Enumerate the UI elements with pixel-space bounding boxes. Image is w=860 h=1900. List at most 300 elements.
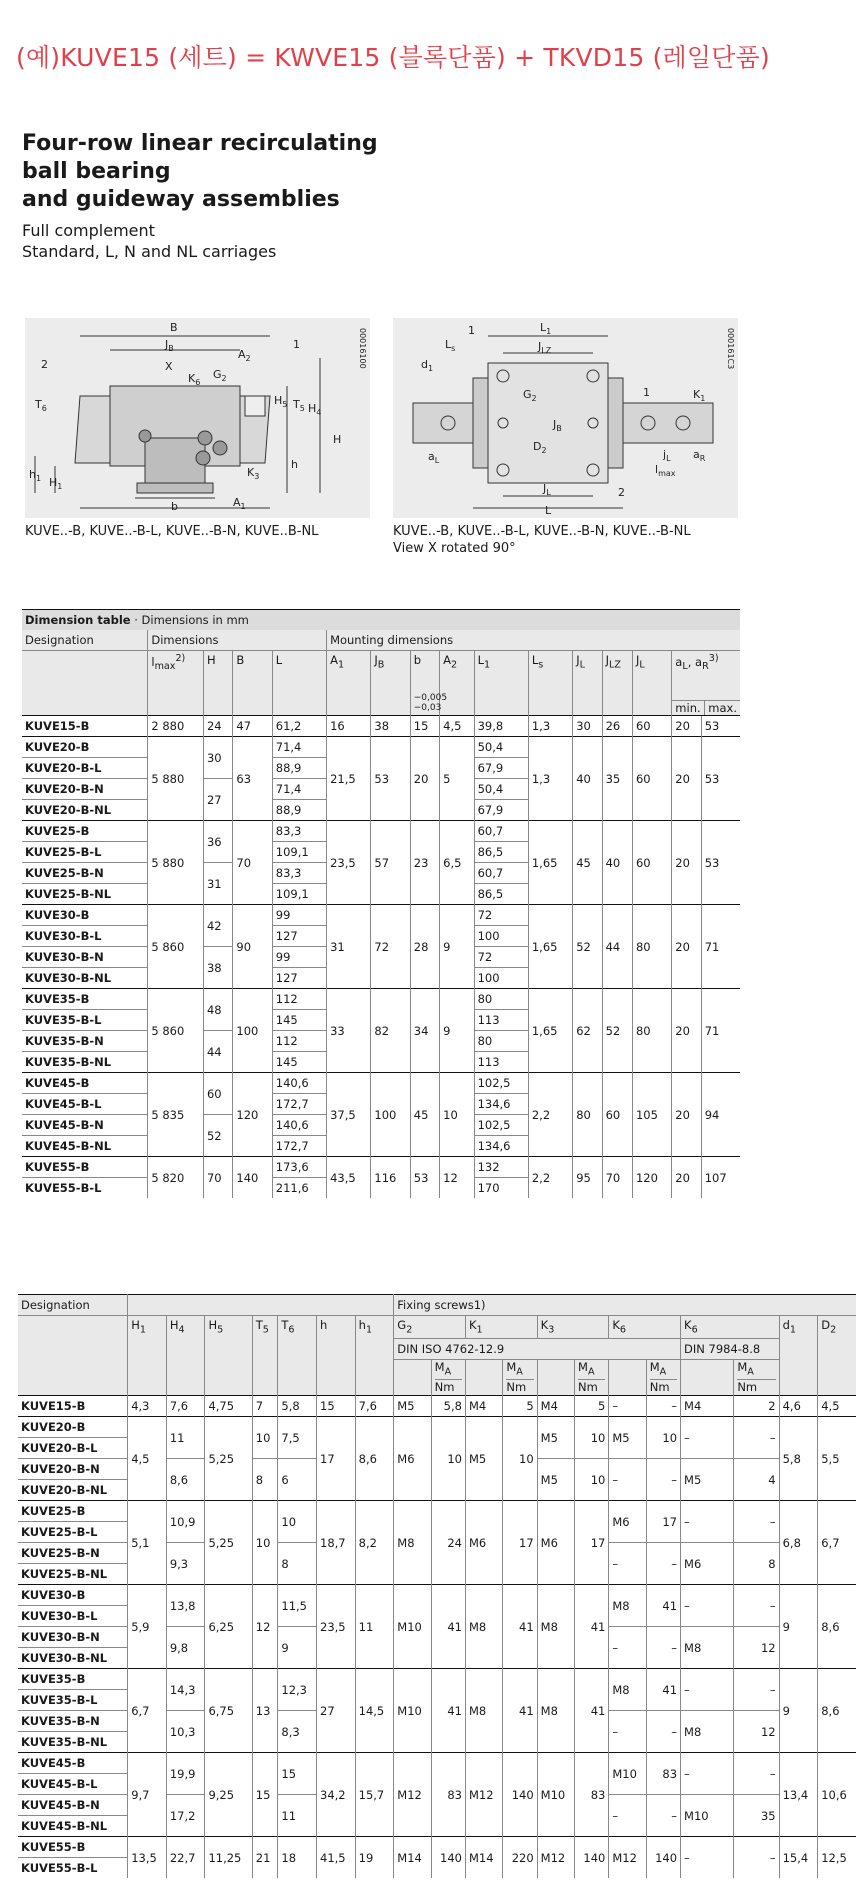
col-header: $K_6$	[681, 1316, 780, 1339]
fixing-screws-header: Fixing screws1)	[394, 1295, 856, 1316]
cell-H5: 6,75	[205, 1669, 252, 1753]
col-header: $K_1$	[465, 1316, 537, 1339]
cell-G2: M6	[394, 1417, 431, 1501]
label-A1: $A_1$	[233, 496, 246, 511]
label-b: b	[171, 500, 178, 513]
label-h1: $h_1$	[29, 468, 42, 483]
cell-L: 83,3	[272, 863, 326, 884]
cell-G2: M8	[394, 1501, 431, 1585]
table-row	[18, 1396, 856, 1417]
cell-b: 23	[410, 821, 439, 905]
cell-L1: 113	[474, 1010, 528, 1031]
designation-cell: KUVE20-B-L	[25, 761, 102, 775]
carriage-cross-section-figure	[25, 318, 370, 518]
cell-K6-iso-torque: 17	[646, 1501, 680, 1543]
ma-label: $M_A$	[506, 1360, 523, 1378]
table-row	[18, 1669, 856, 1690]
cell-JL2: 60	[632, 821, 671, 905]
cell-K6-din: –	[681, 1669, 734, 1711]
spacer	[18, 1360, 128, 1396]
cell-D2: 10,6	[818, 1753, 856, 1837]
cell-K6-iso: –	[609, 1396, 646, 1417]
nm-label: Nm	[506, 1379, 533, 1395]
cell-H5: 6,25	[205, 1585, 252, 1669]
cell-h1: 14,5	[355, 1669, 394, 1753]
label-jL: $j_L$	[663, 448, 671, 463]
col-header: $H_5$	[205, 1316, 252, 1396]
din-iso-label: DIN ISO 4762-12.9	[394, 1339, 681, 1360]
cell-L: 71,4	[272, 737, 326, 758]
cell-JLZ: 44	[602, 905, 632, 989]
callout-1: 1	[293, 338, 300, 351]
designation-cell: KUVE45-B-L	[25, 1097, 102, 1111]
cell-K1: M4	[465, 1396, 502, 1417]
cell-H: 36	[203, 821, 232, 863]
col-header: $A_2$	[440, 651, 474, 716]
cell-d1: 4,6	[779, 1396, 818, 1417]
cell-L: 71,4	[272, 779, 326, 800]
cell-H: 24	[203, 716, 232, 737]
cell-L1: 102,5	[474, 1073, 528, 1094]
cell-JL: 95	[573, 1157, 602, 1199]
spacer	[22, 651, 148, 716]
cell-L1: 67,9	[474, 800, 528, 821]
designation-cell: KUVE45-B	[18, 1753, 128, 1774]
label-H5: $H_5$	[274, 394, 288, 409]
cell-L1: 50,4	[474, 779, 528, 800]
label-G2: $G_2$	[523, 388, 537, 403]
title-line: and guideway assemblies	[22, 187, 340, 212]
cell-JLZ: 52	[602, 989, 632, 1073]
cell-d1: 5,8	[779, 1417, 818, 1501]
cell-L1: 67,9	[474, 758, 528, 779]
cell-K1-torque: 41	[503, 1585, 537, 1669]
cell-lmax: 2 880	[148, 716, 204, 737]
cell-L1: 72	[474, 905, 528, 926]
designation-cell: KUVE15-B	[22, 716, 148, 737]
cell-JL: 80	[573, 1073, 602, 1157]
cell-H1: 5,9	[128, 1585, 167, 1669]
cell-T6: 7,5	[278, 1417, 317, 1459]
nm-label: Nm	[435, 1379, 462, 1395]
din-label: DIN 7984-8.8	[681, 1339, 780, 1360]
cell-K6-iso: M8	[609, 1669, 646, 1711]
cell-L1: 170	[474, 1178, 528, 1199]
cell-K6-iso: M12	[609, 1837, 646, 1879]
cell-JLZ: 70	[602, 1157, 632, 1199]
screw-size-col	[465, 1360, 502, 1396]
cell-K3-torque: 83	[575, 1753, 609, 1837]
label-lmax: $l_{max}$	[655, 463, 676, 478]
cell-JB: 57	[371, 821, 410, 905]
cell-lmax: 5 835	[148, 1073, 204, 1157]
cell-K1: M12	[465, 1753, 502, 1837]
cell-H5: 9,25	[205, 1753, 252, 1837]
cell-JLZ: 35	[602, 737, 632, 821]
cell-lmax: 5 880	[148, 821, 204, 905]
designation-cell: KUVE35-B-NL	[21, 1735, 108, 1750]
cell-T5: 7	[252, 1396, 278, 1417]
cell-H5: 11,25	[205, 1837, 252, 1879]
cell-H: 48	[203, 989, 232, 1031]
cell-T6: 18	[278, 1837, 317, 1879]
col-header: H	[203, 651, 232, 716]
designation-cell: KUVE15-B	[18, 1396, 128, 1417]
designation-cell: KUVE20-B	[22, 737, 148, 758]
designation-cell: KUVE35-B-N	[25, 1034, 104, 1048]
cell-d1: 9	[779, 1669, 818, 1753]
screw-size-col	[681, 1360, 734, 1396]
cell-G2-torque: 24	[431, 1501, 465, 1585]
cell-K6-din: –	[681, 1837, 734, 1879]
fixing-screws-table	[18, 1294, 856, 1878]
label-X: X	[165, 360, 173, 373]
cell-L1: 100	[474, 968, 528, 989]
subtitle-line: Standard, L, N and NL carriages	[22, 242, 277, 261]
cell-K3-torque: 41	[575, 1585, 609, 1669]
cell-L1: 80	[474, 1031, 528, 1052]
cell-K6-iso: –	[609, 1627, 646, 1669]
cell-min: 20	[672, 1157, 701, 1199]
col-header: $d_1$	[779, 1316, 818, 1396]
designation-cell: KUVE35-B-NL	[25, 1055, 112, 1069]
cell-G2: M10	[394, 1585, 431, 1669]
designation-cell: KUVE20-B-NL	[25, 803, 112, 817]
cell-B: 140	[233, 1157, 272, 1199]
designation-cell: KUVE20-B	[18, 1417, 128, 1438]
cell-A2: 5	[440, 737, 474, 821]
designation-cell: KUVE35-B	[18, 1669, 128, 1690]
cell-K1-torque: 10	[503, 1417, 537, 1501]
cell-b: 28	[410, 905, 439, 989]
cell-K3-torque: 10	[575, 1417, 609, 1459]
designation-cell: KUVE30-B-NL	[21, 1651, 108, 1666]
designation-cell: KUVE20-B-L	[21, 1441, 98, 1456]
designation-cell: KUVE45-B-NL	[21, 1819, 108, 1834]
cell-A1: 37,5	[327, 1073, 371, 1157]
col-header: $D_2$	[818, 1316, 856, 1396]
cell-T6: 15	[278, 1753, 317, 1795]
col-header: $a_L$, $a_R^{3)}$ min. max.	[672, 651, 740, 716]
label-B: B	[170, 321, 178, 334]
cell-K6-din: –	[681, 1501, 734, 1543]
cell-L1: 80	[474, 989, 528, 1010]
cell-max: 71	[701, 989, 740, 1073]
label-JB: $J_B$	[165, 338, 174, 353]
col-header: $T_5$	[252, 1316, 278, 1396]
col-header: $G_2$	[394, 1316, 466, 1339]
cell-JL2: 80	[632, 989, 671, 1073]
cell-K6-din-torque: 2	[734, 1396, 779, 1417]
cell-K6-din-torque: –	[734, 1753, 779, 1795]
spacer	[18, 1316, 128, 1339]
table-row	[22, 716, 740, 737]
cell-K6-din-torque: –	[734, 1585, 779, 1627]
cell-K1: M8	[465, 1585, 502, 1669]
col-header: L	[272, 651, 326, 716]
designation-cell: KUVE30-B-NL	[25, 971, 112, 985]
cell-K3: M12	[537, 1837, 574, 1879]
cell-L1: 72	[474, 947, 528, 968]
cell-H4: 9,8	[166, 1627, 205, 1669]
table-row	[22, 1073, 740, 1094]
cell-JL: 40	[573, 737, 602, 821]
cell-Ls: 1,65	[528, 989, 572, 1073]
cell-K6-iso: M6	[609, 1501, 646, 1543]
designation-cell: KUVE25-B	[18, 1501, 128, 1522]
cell-D2: 4,5	[818, 1396, 856, 1417]
designation-cell: KUVE30-B-L	[21, 1609, 98, 1624]
cell-JL: 62	[573, 989, 602, 1073]
cell-A2: 9	[440, 905, 474, 989]
cell-H: 27	[203, 779, 232, 821]
cell-Ls: 1,65	[528, 821, 572, 905]
cell-K6-din: M6	[681, 1543, 734, 1585]
cell-JB: 82	[371, 989, 410, 1073]
cell-T5: 13	[252, 1669, 278, 1753]
cell-A1: 23,5	[327, 821, 371, 905]
cell-T6: 9	[278, 1627, 317, 1669]
cell-K6-din-torque: –	[734, 1417, 779, 1459]
cell-H4: 19,9	[166, 1753, 205, 1795]
spacer	[18, 1339, 128, 1360]
table-row	[22, 821, 740, 842]
cell-K6-din-torque: –	[734, 1837, 779, 1879]
table-row	[22, 905, 740, 926]
page-subtitle	[22, 220, 276, 262]
label-L1: $L_1$	[540, 321, 552, 336]
torque-header	[503, 1360, 537, 1396]
col-header: $l_{max}^{2)}$	[148, 651, 204, 716]
cell-L: 145	[272, 1052, 326, 1073]
table-row	[22, 1157, 740, 1178]
designation-cell: KUVE35-B-N	[21, 1714, 100, 1729]
designation-cell: KUVE45-B	[22, 1073, 148, 1094]
cell-K6-din: –	[681, 1585, 734, 1627]
cell-K6-iso-torque: 140	[646, 1837, 680, 1879]
max-label: max.	[708, 701, 737, 715]
col-header: $H_1$	[128, 1316, 167, 1396]
cell-T5: 21	[252, 1837, 278, 1879]
cell-K6-iso: –	[609, 1543, 646, 1585]
cell-G2-torque: 140	[431, 1837, 465, 1879]
label-G2: $G_2$	[213, 368, 227, 383]
nm-label: Nm	[737, 1379, 775, 1395]
cell-L: 172,7	[272, 1136, 326, 1157]
label-JL: $J_L$	[543, 482, 551, 497]
designation-cell: KUVE45-B-L	[21, 1777, 98, 1792]
cell-K6-iso-torque: 41	[646, 1669, 680, 1711]
caption-line: View X rotated 90°	[393, 541, 516, 556]
label-K1: $K_1$	[693, 388, 706, 403]
cell-b: 34	[410, 989, 439, 1073]
cell-T6: 10	[278, 1501, 317, 1543]
cell-T6: 11	[278, 1795, 317, 1837]
torque-header	[575, 1360, 609, 1396]
min-label: min.	[672, 701, 705, 715]
table-row	[22, 989, 740, 1010]
designation-cell: KUVE25-B-N	[25, 866, 104, 880]
ma-label: $M_A$	[578, 1360, 595, 1378]
cell-K6-din-torque: 12	[734, 1711, 779, 1753]
cell-K3: M8	[537, 1585, 574, 1669]
designation-cell: KUVE30-B-N	[25, 950, 104, 964]
cell-K6-din-torque: 4	[734, 1459, 779, 1501]
cell-K6-iso-torque: –	[646, 1711, 680, 1753]
cell-K6-iso: –	[609, 1711, 646, 1753]
cell-L1: 100	[474, 926, 528, 947]
cell-JB: 72	[371, 905, 410, 989]
figure-code: 00016100	[358, 328, 367, 369]
cell-A2: 10	[440, 1073, 474, 1157]
cell-L: 145	[272, 1010, 326, 1031]
cell-K3-torque: 10	[575, 1459, 609, 1501]
cell-K6-din-torque: 12	[734, 1627, 779, 1669]
cell-K6-iso-torque: –	[646, 1459, 680, 1501]
cell-K1: M6	[465, 1501, 502, 1585]
cell-T6: 8,3	[278, 1711, 317, 1753]
cell-A1: 43,5	[327, 1157, 371, 1199]
label-h: h	[291, 458, 298, 471]
designation-cell: KUVE30-B	[18, 1585, 128, 1606]
designation-cell: KUVE35-B-L	[21, 1693, 98, 1708]
label-aR: $a_R$	[693, 448, 706, 463]
cell-T5: 8	[252, 1459, 278, 1501]
cell-h: 18,7	[317, 1501, 356, 1585]
cell-max: 53	[701, 821, 740, 905]
cell-H: 30	[203, 737, 232, 779]
cell-A1: 31	[327, 905, 371, 989]
cell-d1: 9	[779, 1585, 818, 1669]
cell-L: 88,9	[272, 800, 326, 821]
cell-H4: 13,8	[166, 1585, 205, 1627]
cell-H: 52	[203, 1115, 232, 1157]
cell-max: 71	[701, 905, 740, 989]
cell-JLZ: 40	[602, 821, 632, 905]
cell-G2-torque: 10	[431, 1417, 465, 1501]
cell-A1: 33	[327, 989, 371, 1073]
cell-min: 20	[672, 821, 701, 905]
cell-H1: 13,5	[128, 1837, 167, 1879]
cell-B: 47	[233, 716, 272, 737]
cell-L: 127	[272, 968, 326, 989]
designation-cell: KUVE35-B-L	[25, 1013, 102, 1027]
label-L: L	[545, 504, 552, 517]
label-T6: $T_6$	[35, 398, 47, 413]
cell-h: 27	[317, 1669, 356, 1753]
cell-L1: 60,7	[474, 821, 528, 842]
cell-L1: 50,4	[474, 737, 528, 758]
cell-h1: 11	[355, 1585, 394, 1669]
cell-A1: 16	[327, 716, 371, 737]
table-row	[18, 1417, 856, 1438]
cell-K6-iso: –	[609, 1459, 646, 1501]
cell-D2: 6,7	[818, 1501, 856, 1585]
cell-K6-din-torque: –	[734, 1669, 779, 1711]
cell-K6-din: M8	[681, 1711, 734, 1753]
cell-T5: 10	[252, 1417, 278, 1459]
designation-cell: KUVE30-B-N	[21, 1630, 100, 1645]
table-title: Dimension table · Dimensions in mm	[25, 613, 249, 627]
cell-Ls: 1,65	[528, 905, 572, 989]
designation-cell: KUVE45-B-N	[25, 1118, 104, 1132]
cell-K3: M10	[537, 1753, 574, 1837]
cross-section-drawing	[25, 318, 370, 518]
cell-G2: M14	[394, 1837, 431, 1879]
page-title	[22, 130, 522, 214]
cell-K3-torque: 41	[575, 1669, 609, 1753]
cell-JL2: 60	[632, 716, 671, 737]
figure-right-caption	[393, 523, 691, 557]
cell-K1-torque: 220	[503, 1837, 537, 1879]
cell-G2: M10	[394, 1669, 431, 1753]
cell-b: 53	[410, 1157, 439, 1199]
cell-min: 20	[672, 905, 701, 989]
cell-b: 45	[410, 1073, 439, 1157]
cell-H: 42	[203, 905, 232, 947]
cell-h: 34,2	[317, 1753, 356, 1837]
label-A2: $A_2$	[238, 348, 251, 363]
label-D2: $D_2$	[533, 440, 547, 455]
cell-H4: 8,6	[166, 1459, 205, 1501]
cell-h1: 19	[355, 1837, 394, 1879]
designation-cell: KUVE25-B-NL	[25, 887, 112, 901]
designation-cell: KUVE25-B	[22, 821, 148, 842]
cell-H: 60	[203, 1073, 232, 1115]
label-JLZ: $J_{LZ}$	[538, 340, 552, 355]
cell-L1: 60,7	[474, 863, 528, 884]
cell-H5: 5,25	[205, 1501, 252, 1585]
col-header: $K_3$	[537, 1316, 609, 1339]
figure-left-caption: KUVE..-B, KUVE..-B-L, KUVE..-B-N, KUVE..B-NL	[25, 524, 319, 539]
designation-cell: KUVE25-B-NL	[21, 1567, 108, 1582]
table-row	[18, 1753, 856, 1774]
cell-K1: M5	[465, 1417, 502, 1501]
label-H4: $H_4$	[308, 402, 322, 417]
cell-B: 100	[233, 989, 272, 1073]
cell-K6-iso: M8	[609, 1585, 646, 1627]
label-aL: $a_L$	[428, 450, 440, 465]
cell-H1: 9,7	[128, 1753, 167, 1837]
cell-L1: 86,5	[474, 842, 528, 863]
callout-1-right: 1	[643, 386, 650, 399]
cell-min: 20	[672, 716, 701, 737]
cell-D2: 8,6	[818, 1585, 856, 1669]
cell-Ls: 2,2	[528, 1073, 572, 1157]
cell-K6-din-torque: 8	[734, 1543, 779, 1585]
cell-K6-iso-torque: –	[646, 1795, 680, 1837]
cell-JB: 38	[371, 716, 410, 737]
callout-2: 2	[618, 486, 625, 499]
cell-K6-din: M5	[681, 1459, 734, 1501]
mounting-header: Mounting dimensions	[327, 630, 740, 651]
table-row	[18, 1585, 856, 1606]
ma-label: $M_A$	[649, 1360, 667, 1378]
col-header: h	[317, 1316, 356, 1396]
cell-d1: 13,4	[779, 1753, 818, 1837]
cell-G2-torque: 41	[431, 1669, 465, 1753]
screw-size-col	[609, 1360, 646, 1396]
cell-JL2: 60	[632, 737, 671, 821]
cell-K6-iso-torque: –	[646, 1543, 680, 1585]
cell-G2-torque: 83	[431, 1753, 465, 1837]
cell-b: 15	[410, 716, 439, 737]
dimension-table	[22, 609, 740, 1198]
cell-K6-din-torque: –	[734, 1501, 779, 1543]
cell-H4: 10,9	[166, 1501, 205, 1543]
cell-L: 140,6	[272, 1073, 326, 1094]
table-row	[22, 737, 740, 758]
